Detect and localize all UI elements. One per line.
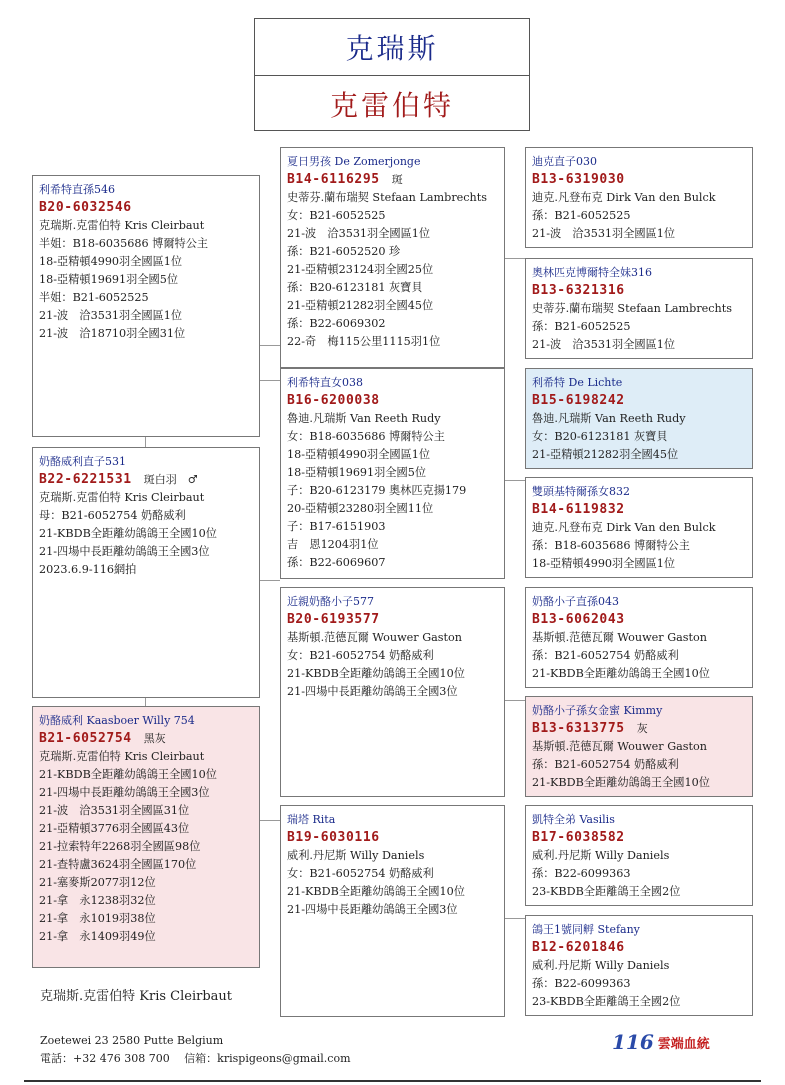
detail-line: 21-四場中長距離幼鴿鴿王全國3位 (39, 545, 210, 558)
great-grandparent-card (525, 368, 753, 469)
great-grandparent-card (525, 147, 753, 248)
pigeon-name: 近親奶酪小子577 (287, 595, 374, 608)
connector-line (260, 380, 280, 381)
detail-line: 迪克.凡登布克 Dirk Van den Bulck (532, 521, 716, 534)
ring-number: B13-6319030 (532, 172, 625, 187)
detail-line: 23-KBDB全距離鴿王全國2位 (532, 995, 681, 1008)
detail-line: 孫：B22-6069302 (287, 317, 386, 330)
detail-line: 魯迪.凡瑞斯 Van Reeth Rudy (532, 412, 686, 425)
detail-line: 21-四場中長距離幼鴿鴿王全國3位 (287, 903, 458, 916)
pigeon-name: 利希特直孫546 (39, 183, 115, 196)
ring-number: B13-6062043 (532, 612, 625, 627)
pigeon-name: 奶酪小子孫女金蜜 Kimmy (532, 704, 663, 717)
detail-line: 孫：B21-6052525 (532, 209, 631, 222)
pigeon-name: 鴿王1號同孵 Stefany (532, 923, 640, 936)
ring-number: B14-6116295 斑 (287, 172, 403, 187)
breeder-name: 克瑞斯.克雷伯特 Kris Cleirbaut (40, 989, 232, 1004)
connector-line (505, 480, 525, 481)
detail-line: 威利.丹尼斯 Willy Daniels (287, 849, 425, 862)
pigeon-name: 奧林匹克博爾特全妹316 (532, 266, 652, 279)
detail-line: 女：B18-6035686 博爾特公主 (287, 430, 445, 443)
detail-line: 18-亞精頓19691羽全國5位 (39, 273, 179, 286)
color-sex: 斑 (391, 173, 403, 186)
color-sex: 斑白羽 ♂ (143, 473, 198, 486)
footer-contact (40, 1032, 351, 1068)
pedigree-title (254, 18, 530, 131)
detail-line: 21-波 洽3531羽全國區1位 (532, 227, 676, 240)
connector-line (260, 820, 280, 821)
detail-line: 克瑞斯.克雷伯特 Kris Cleirbaut (39, 750, 205, 763)
detail-line: 21-塞麥斯2077羽12位 (39, 876, 156, 889)
cloud-pedigree-logo (612, 1030, 710, 1054)
title-line-2: 克雷伯特 (329, 89, 454, 122)
detail-line: 18-亞精頓4990羽全國區1位 (532, 557, 676, 570)
ring-number: B19-6030116 (287, 830, 380, 845)
detail-line: 孫：B21-6052520 珍 (287, 245, 401, 258)
detail-line: 孫：B22-6099363 (532, 977, 631, 990)
detail-line: 基斯頓.范德瓦爾 Wouwer Gaston (287, 631, 462, 644)
detail-line: 21-查特盧3624羽全國區170位 (39, 858, 197, 871)
detail-line: 18-亞精頓4990羽全國區1位 (287, 448, 431, 461)
detail-line: 半姐：B18-6035686 博爾特公主 (39, 237, 209, 250)
grandsire-paternal-card (280, 147, 505, 368)
detail-line: 母：B21-6052754 奶酪威利 (39, 509, 186, 522)
connector-line (505, 258, 525, 259)
detail-line: 吉 恩1204羽1位 (287, 538, 379, 551)
detail-line: 23-KBDB全距離鴿王全國2位 (532, 885, 681, 898)
detail-line: 21-亞精頓21282羽全國45位 (287, 299, 434, 312)
detail-line: 孫：B18-6035686 博爾特公主 (532, 539, 690, 552)
dam-card (32, 706, 260, 968)
detail-line: 21-四場中長距離幼鴿鴿王全國3位 (287, 685, 458, 698)
detail-line: 22-奇 梅115公里1115羽1位 (287, 335, 441, 348)
detail-line: 21-拿 永1238羽32位 (39, 894, 156, 907)
title-line-1: 克瑞斯 (345, 32, 439, 65)
detail-line: 21-波 洽3531羽全國區31位 (39, 804, 190, 817)
ring-number: B14-6119832 (532, 502, 625, 517)
detail-line: 威利.丹尼斯 Willy Daniels (532, 959, 670, 972)
detail-line: 子：B17-6151903 (287, 520, 386, 533)
detail-line: 史蒂芬.蘭布瑞契 Stefaan Lambrechts (287, 191, 487, 204)
ring-number: B17-6038582 (532, 830, 625, 845)
logo-text: 雲端血統 (657, 1037, 710, 1052)
detail-line: 孫：B20-6123181 灰寶貝 (287, 281, 423, 294)
detail-line: 21-KBDB全距離幼鴿鴿王全國10位 (39, 768, 217, 781)
connector-line (505, 700, 525, 701)
detail-line: 18-亞精頓4990羽全國區1位 (39, 255, 183, 268)
detail-line: 2023.6.9-116網拍 (39, 563, 137, 576)
great-grandparent-card (525, 805, 753, 906)
granddam-paternal-card (280, 368, 505, 579)
detail-line: 21-亞精頓3776羽全國區43位 (39, 822, 190, 835)
detail-line: 21-波 洽3531羽全國區1位 (39, 309, 183, 322)
granddam-maternal-card (280, 805, 505, 1017)
detail-line: 21-KBDB全距離幼鴿鴿王全國10位 (39, 527, 217, 540)
detail-line: 21-KBDB全距離幼鴿鴿王全國10位 (532, 776, 710, 789)
detail-line: 21-拿 永1019羽38位 (39, 912, 156, 925)
detail-lines (39, 489, 253, 579)
footer-address: Zoetewei 23 2580 Putte Belgium (40, 1034, 224, 1047)
detail-line: 威利.丹尼斯 Willy Daniels (532, 849, 670, 862)
sire-card (32, 447, 260, 698)
detail-line: 孫：B22-6069607 (287, 556, 386, 569)
connector-line (145, 698, 146, 706)
connector-line (260, 580, 280, 581)
detail-line: 基斯頓.范德瓦爾 Wouwer Gaston (532, 740, 707, 753)
great-grandparent-card (525, 915, 753, 1016)
detail-line: 21-拿 永1409羽49位 (39, 930, 156, 943)
ring-number: B20-6032546 (39, 200, 132, 215)
detail-line: 子：B20-6123179 奧林匹克揚179 (287, 484, 467, 497)
color-sex: 灰 (636, 722, 648, 735)
detail-line: 克瑞斯.克雷伯特 Kris Cleirbaut (39, 219, 205, 232)
pigeon-name: 奶酪小子直孫043 (532, 595, 619, 608)
connector-line (260, 345, 280, 346)
detail-line: 21-亞精頓23124羽全國25位 (287, 263, 434, 276)
color-sex: 黑灰 (143, 732, 166, 745)
subject-card (32, 175, 260, 437)
pigeon-name: 迪克直子030 (532, 155, 597, 168)
detail-line: 21-KBDB全距離幼鴿鴿王全國10位 (287, 667, 465, 680)
ring-number: B15-6198242 (532, 393, 625, 408)
detail-line: 21-波 洽3531羽全國區1位 (287, 227, 431, 240)
detail-line: 女：B21-6052754 奶酪威利 (287, 867, 434, 880)
great-grandparent-card (525, 477, 753, 578)
detail-line: 21-四場中長距離幼鴿鴿王全國3位 (39, 786, 210, 799)
detail-line: 克瑞斯.克雷伯特 Kris Cleirbaut (39, 491, 205, 504)
detail-line: 孫：B21-6052754 奶酪威利 (532, 758, 679, 771)
detail-line: 孫：B21-6052525 (532, 320, 631, 333)
detail-line: 21-KBDB全距離幼鴿鴿王全國10位 (287, 885, 465, 898)
detail-line: 21-KBDB全距離幼鴿鴿王全國10位 (532, 667, 710, 680)
pigeon-name: 瑞塔 Rita (287, 813, 336, 826)
pigeon-name: 利希特 De Lichte (532, 376, 623, 389)
detail-line: 18-亞精頓19691羽全國5位 (287, 466, 427, 479)
ring-number: B22-6221531 斑白羽 ♂ (39, 472, 198, 487)
pigeon-name: 利希特直女038 (287, 376, 363, 389)
connector-line (505, 918, 525, 919)
footer-phone-email: 電話：+32 476 308 700 信箱：krispigeons@gmail.com (40, 1052, 351, 1065)
ring-number: B21-6052754 黑灰 (39, 731, 166, 746)
detail-line: 迪克.凡登布克 Dirk Van den Bulck (532, 191, 716, 204)
logo-number: 116 (612, 1030, 654, 1054)
detail-line: 20-亞精頓23280羽全國11位 (287, 502, 434, 515)
pigeon-name: 雙頭基特爾孫女832 (532, 485, 630, 498)
detail-line: 魯迪.凡瑞斯 Van Reeth Rudy (287, 412, 441, 425)
detail-line: 孫：B21-6052754 奶酪威利 (532, 649, 679, 662)
ring-number: B16-6200038 (287, 393, 380, 408)
detail-line: 史蒂芬.蘭布瑞契 Stefaan Lambrechts (532, 302, 732, 315)
detail-line: 基斯頓.范德瓦爾 Wouwer Gaston (532, 631, 707, 644)
great-grandparent-card (525, 696, 753, 797)
divider (24, 1080, 761, 1082)
ring-number: B12-6201846 (532, 940, 625, 955)
detail-line: 女：B21-6052754 奶酪威利 (287, 649, 434, 662)
detail-line: 孫：B22-6099363 (532, 867, 631, 880)
pigeon-name: 夏日男孩 De Zomerjonge (287, 155, 421, 168)
connector-line (145, 437, 146, 447)
detail-line: 女：B21-6052525 (287, 209, 386, 222)
detail-lines (39, 217, 253, 343)
pigeon-name: 凱特全弟 Vasilis (532, 813, 615, 826)
great-grandparent-card (525, 258, 753, 359)
great-grandparent-card (525, 587, 753, 688)
detail-line: 21-拉索特年2268羽全國區98位 (39, 840, 201, 853)
detail-lines (39, 748, 253, 946)
ring-number: B20-6193577 (287, 612, 380, 627)
ring-number: B13-6313775 灰 (532, 721, 648, 736)
detail-line: 21-波 洽18710羽全國31位 (39, 327, 186, 340)
detail-line: 女：B20-6123181 灰寶貝 (532, 430, 668, 443)
pigeon-name: 奶酪威利 Kaasboer Willy 754 (39, 714, 195, 727)
ring-number: B13-6321316 (532, 283, 625, 298)
detail-line: 半姐：B21-6052525 (39, 291, 149, 304)
detail-line: 21-波 洽3531羽全國區1位 (532, 338, 676, 351)
detail-line: 21-亞精頓21282羽全國45位 (532, 448, 679, 461)
grandsire-maternal-card (280, 587, 505, 797)
pigeon-name: 奶酪威利直子531 (39, 455, 126, 468)
